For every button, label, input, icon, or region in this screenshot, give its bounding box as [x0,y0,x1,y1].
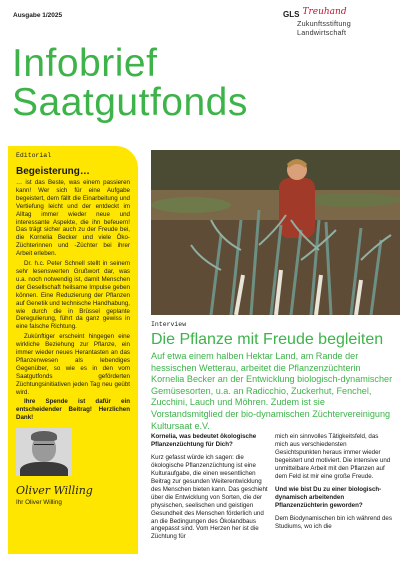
article-lead: Auf etwa einem halben Hektar Land, am Rande der hessischen Wetterau, arbeitet die Pflanzenzüchterin Kornelia Becker an der Entwicklung biologisch-dynamischer Gemüsesorten, u.a. an Radicchio, Zuckerhut, Fenchel, Zucchini, Lauch und Möhren. Zudem ist sie Vorstandsmitglied der bio-dynamischen Züchtervereinigung Kultursaat e.V. [151,351,393,431]
editorial-label: Editorial [16,152,52,159]
author-signature: Oliver Willing [16,484,93,498]
brand-line-1: Zukunftsstiftung [297,19,351,28]
brand-line-2: Landwirtschaft [297,28,347,37]
editorial-paragraph-2: Dr. h.c. Peter Schnell stellt in seinem sehr lesenswerten Grußwort dar, was u.a. noch notwendig ist, damit Menschen der Gesellschaft heilsame Impulse geben können. Eine Reduzierung der Pflanzen auf Genetik und technische Handhabung, wie durch die in Brüssel geplante Deregulierung, führt da ganz gewiss in eine falsche Richtung. [16,260,130,331]
editorial-heading: Begeisterung… [16,166,90,177]
question-1: Kornelia, was bedeutet ökologische Pflanzenzüchtung für Dich? [151,433,257,448]
title-line-2: Saatgutfonds [12,81,248,124]
article-headline: Die Pflanze mit Freude begleiten [151,331,384,348]
author-portrait [16,428,72,476]
brand-treuhand: Treuhand [302,7,347,17]
answer-1: Kurz gefasst würde ich sagen: die ökologische Pflanzenzüchtung ist eine Kulturaufgabe, die einen wesentlichen Beitrag zur gesunden Weiterentwicklung des Menschen bieten kann. Das geschieht über die Entwicklung von Sorten, die der physischen, seelischen und geistigen Gesundheit des Menschen förderlich und an die Bedingungen des Ökolandbaus angepasst sind. Vom Herzen her ist die Züchtung für [151,453,268,541]
author-name: Ihr Oliver Willing [16,499,62,507]
breeder-photo [151,150,400,315]
answer-2: Dem Biodynamischen bin ich während des Studiums, wo ich die [275,514,392,530]
leek-field-photo [151,150,400,315]
newsletter-title [12,44,248,122]
title-line-1: Infobrief [12,42,158,85]
editorial-paragraph-3: Zukünftiger erscheint hingegen eine wirkliche Beziehung zur Pflanze, ein immer wieder neues Herantasten an das Pflanzenwesen als lebendiges Gegenüber, so wie es in den vom Saatgutfonds geförderten Züchtungsinitiativen jeden Tag neu geübt wird. [16,333,130,396]
issue-label: Ausgabe 1/2025 [13,12,63,19]
editorial-paragraph-1: … ist das Beste, was einem passieren kann! Wer sich für eine Aufgabe begeistert, dem fällt die Einarbeitung und Vertiefung leicht und der entdeckt im Alltag immer wieder neue und interessante Aspekte, die ihn befeuern! Das trägt sicher auch zu der Freude bei, die Kornelia Becker und viele Öko-Züchterinnen und -Züchter bei ihrer Arbeit erleben. [16,179,130,258]
section-label-interview: Interview [151,321,187,328]
article-column-2 [275,433,392,535]
answer-1-continued: mich ein sinnvolles Tätigkeitsfeld, das mich aus verschiedensten Gesichtspunkten heraus immer wieder begeistert und motiviert. Die intensive und unmittelbare Arbeit mit den Pflanzen auf dem Feld ist mir eine große Freude. [275,433,391,480]
question-2: Und wie bist Du zu einer biologisch-dynamisch arbeitenden Pflanzenzüchterin geworden? [275,485,382,509]
article-column-1 [151,433,268,546]
editorial-sidebar [8,146,138,554]
editorial-paragraph-4: Ihre Spende ist dafür ein entscheidender Beitrag! Herzlichen Dank! [16,398,130,422]
editorial-text [16,179,130,422]
brand-logo [283,7,393,37]
brand-gls: GLS [283,10,300,19]
